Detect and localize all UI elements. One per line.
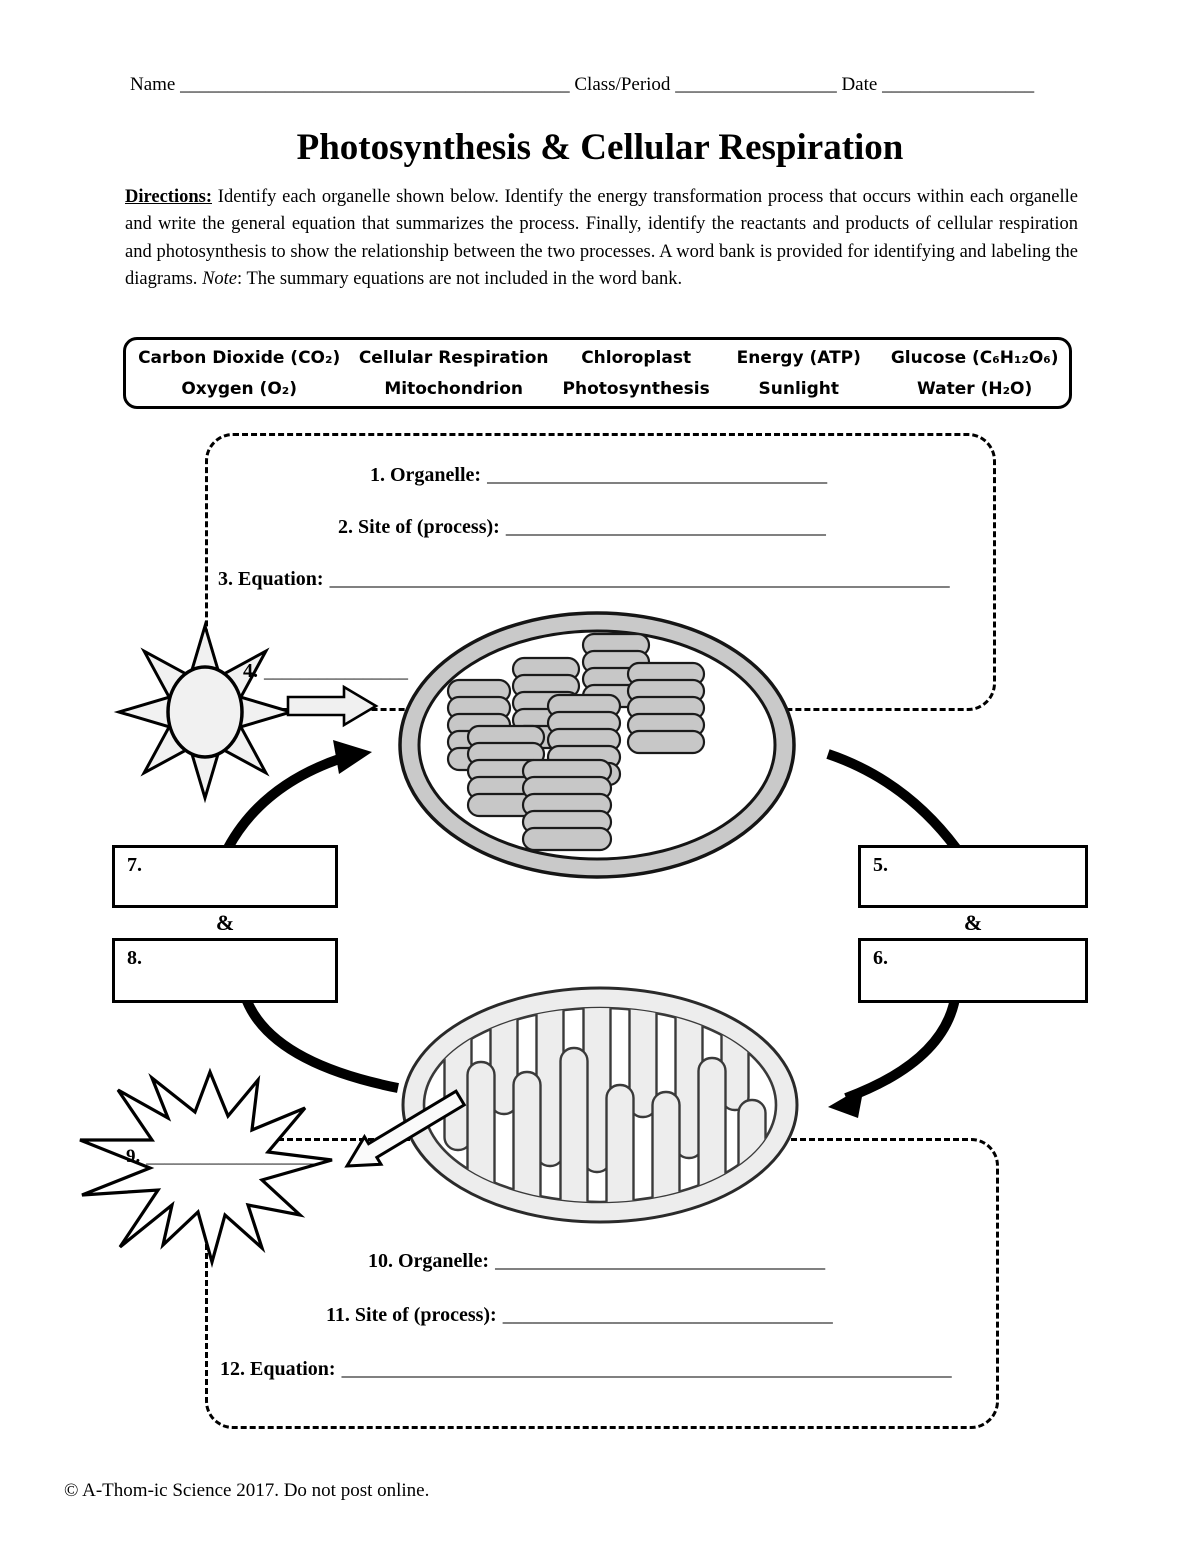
- field-1-label: 1. Organelle:: [370, 464, 482, 486]
- answer-box-5: [858, 845, 1088, 908]
- block-arrow-right-icon: [288, 687, 376, 725]
- field-12-label: 12. Equation:: [220, 1358, 336, 1380]
- ampersand-left: &: [215, 910, 235, 935]
- word-bank-term: Water (H₂O): [917, 378, 1033, 399]
- header-line: [130, 74, 1034, 96]
- ampersand-right: &: [963, 910, 983, 935]
- field-2-label: 2. Site of (process):: [338, 516, 500, 538]
- answer-box-7-label: 7.: [127, 854, 142, 876]
- field-1-blank: __________________________________: [487, 464, 828, 486]
- date-label: Date: [841, 74, 878, 95]
- cycle-arrow-right-bottom: [846, 992, 956, 1098]
- word-bank-term: Mitochondrion: [384, 378, 524, 399]
- note-text: : The summary equations are not included in the word bank.: [237, 269, 683, 290]
- name-label: Name: [130, 74, 176, 95]
- field-2-site-of-process: [338, 516, 826, 539]
- name-blank: _________________________________________: [180, 74, 570, 95]
- answer-box-6-label: 6.: [873, 947, 888, 969]
- date-blank: ________________: [882, 74, 1035, 95]
- field-10-label: 10. Organelle:: [368, 1250, 490, 1272]
- word-bank-term: Photosynthesis: [562, 378, 710, 399]
- chloroplast-illustration: [400, 613, 794, 877]
- answer-box-5-label: 5.: [873, 854, 888, 876]
- field-3-blank: ______________________________________________________________: [329, 568, 950, 590]
- copyright-footer: © A-Thom-ic Science 2017. Do not post online.: [64, 1480, 430, 1501]
- class-period-blank: _________________: [675, 74, 837, 95]
- directions-paragraph: [125, 184, 1078, 294]
- word-bank-row-1: [126, 348, 1069, 368]
- word-bank-term: Glucose (C₆H₁₂O₆): [890, 347, 1059, 368]
- word-bank: [123, 337, 1072, 409]
- note-label: Note: [202, 269, 238, 290]
- answer-box-7: [112, 845, 338, 908]
- answer-box-6: [858, 938, 1088, 1003]
- directions-text: Identify each organelle shown below. Identify the energy transformation process that occurs within each organelle and write the general equation that summarizes the process. Finally, identify the reactants and products of cellular respiration and photosynthesis to show the relationship between the two processes. A word bank is provided for identifying and labeling the diagrams.: [125, 187, 1078, 290]
- field-2-blank: ________________________________: [505, 516, 826, 538]
- field-11-blank: _________________________________: [502, 1304, 833, 1326]
- cycle-arrow-left-bottom: [245, 996, 398, 1088]
- word-bank-term: Energy (ATP): [736, 347, 861, 368]
- field-9-label: 9.: [126, 1146, 141, 1167]
- class-period-label: Class/Period: [574, 74, 671, 95]
- page-title: Photosynthesis & Cellular Respiration: [296, 127, 904, 168]
- field-9-energy: [126, 1146, 317, 1168]
- field-3-equation: [218, 568, 950, 591]
- field-11-label: 11. Site of (process):: [326, 1304, 497, 1326]
- field-4-sunlight: [243, 660, 408, 683]
- cycle-arrow-right-top: [828, 754, 956, 848]
- word-bank-term: Cellular Respiration: [358, 347, 549, 368]
- sun-icon: [119, 626, 291, 798]
- directions-label: Directions:: [125, 187, 212, 207]
- answer-box-8: [112, 938, 338, 1003]
- field-10-organelle: [368, 1250, 825, 1273]
- word-bank-term: Chloroplast: [581, 347, 692, 368]
- word-bank-term: Oxygen (O₂): [181, 378, 297, 399]
- field-11-site-of-process: [326, 1304, 833, 1327]
- word-bank-term: Carbon Dioxide (CO₂): [138, 347, 341, 368]
- field-12-equation: [220, 1358, 952, 1381]
- field-1-organelle: [370, 464, 827, 487]
- word-bank-term: Sunlight: [758, 378, 840, 399]
- arrowhead-to-chloroplast: [333, 740, 372, 774]
- word-bank-row-2: [126, 379, 1069, 399]
- field-9-blank: ___________________: [146, 1146, 318, 1166]
- field-3-label: 3. Equation:: [218, 568, 324, 590]
- field-12-blank: _____________________________________________________________: [341, 1358, 952, 1380]
- answer-box-8-label: 8.: [127, 947, 142, 969]
- field-4-blank: ________________: [264, 661, 408, 681]
- arrowhead-to-mitochondrion: [828, 1086, 864, 1118]
- cycle-arrow-left-top: [228, 758, 342, 848]
- field-4-label: 4.: [243, 660, 258, 682]
- field-10-blank: _________________________________: [495, 1250, 826, 1272]
